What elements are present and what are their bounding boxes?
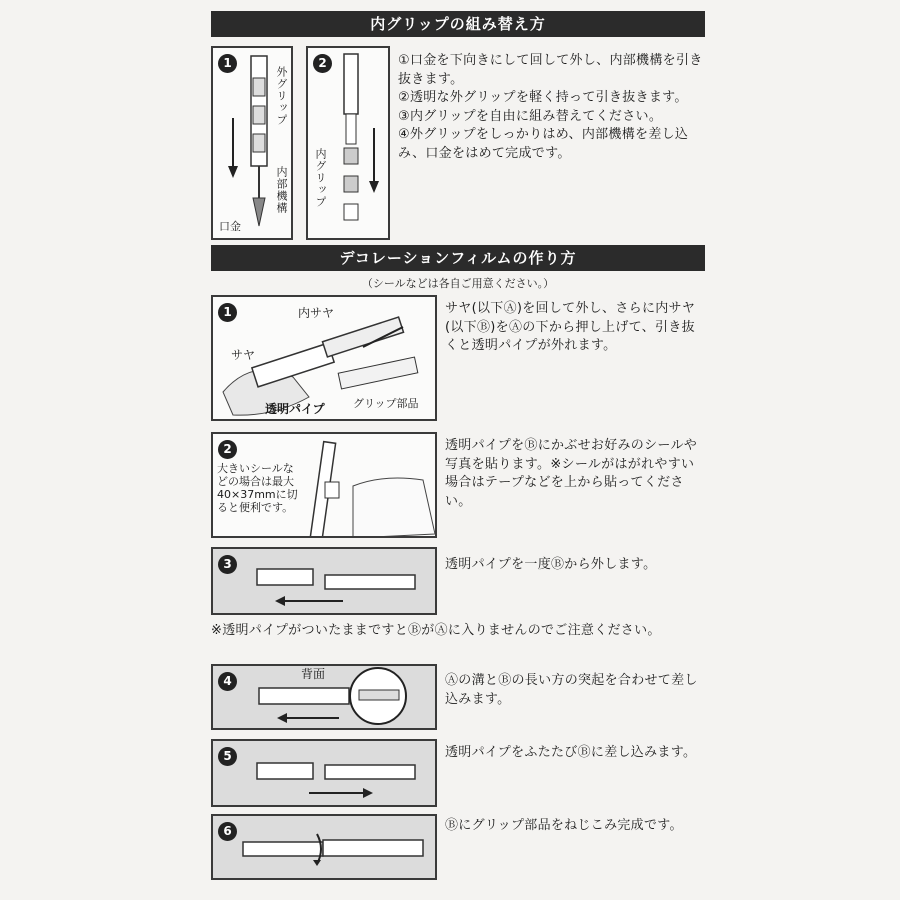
label-sheath: サヤ <box>231 348 256 362</box>
inner-grip-illustration <box>308 48 390 240</box>
inner-grip-step-1: ①口金を下向きにして回して外し、内部機構を引き抜きます。 <box>398 53 703 87</box>
inner-grip-step-4: ④外グリップをしっかりはめ、内部機構を差し込み、口金をはめて完成です。 <box>398 127 689 161</box>
step-number-3: 3 <box>218 555 237 574</box>
step-1-panel <box>211 295 437 421</box>
step-number-2: 2 <box>218 440 237 459</box>
inner-grip-step-2: ②透明な外グリップを軽く持って引き抜きます。 <box>398 90 688 105</box>
step-3-panel <box>211 547 437 615</box>
label-back: 背面 <box>301 667 326 681</box>
label-inner-grip: 内グリップ <box>314 148 327 208</box>
figure-panel-2 <box>306 46 390 240</box>
step-5-panel <box>211 739 437 807</box>
step-1-text: サヤ(以下Ⓐ)を回して外し、さらに内サヤ(以下Ⓑ)をⒶの下から押し上げて、引き抜くと透明パイプが外れます。 <box>445 301 696 353</box>
label-grip-part: グリップ部品 <box>353 397 419 410</box>
label-inner-sheath: 内サヤ <box>298 306 335 320</box>
step-3-text: 透明パイプを一度Ⓑから外します。 <box>445 557 657 572</box>
step-number-1: 1 <box>218 303 237 322</box>
label-outer-grip: 外グリップ <box>275 66 288 126</box>
step-2-panel <box>211 432 437 538</box>
remove-pipe-illustration <box>213 549 437 615</box>
step-number-6: 6 <box>218 822 237 841</box>
step-6-text: Ⓑにグリップ部品をねじこみ完成です。 <box>445 818 683 833</box>
step-4-text: Ⓐの溝とⒷの長い方の突起を合わせて差し込みます。 <box>445 673 698 707</box>
inner-grip-steps <box>398 52 703 163</box>
inner-grip-step-3: ③内グリップを自由に組み替えてください。 <box>398 108 663 124</box>
assemble-grip-illustration <box>213 816 437 880</box>
figure-panel-1 <box>211 46 293 240</box>
reinsert-pipe-illustration <box>213 741 437 807</box>
step-2-text: 透明パイプをⒷにかぶせお好みのシールや写真を貼ります。※シールがはがれやすい場合はテープなどを上から貼ってください。 <box>445 438 698 509</box>
label-tip: 口金 <box>219 220 241 233</box>
section-title-inner-grip: 内グリップの組み替え方 <box>211 11 705 37</box>
step-4-panel <box>211 664 437 730</box>
step-number-4: 4 <box>218 672 237 691</box>
figure-number-2: 2 <box>313 54 332 73</box>
sticker-size-note: 大きいシールなどの場合は最大40×37mmに切ると便利です。 <box>217 462 298 514</box>
figure-number-1: 1 <box>218 54 237 73</box>
label-mechanism: 内部機構 <box>275 166 288 214</box>
step-5-text: 透明パイプをふたたびⒷに差し込みます。 <box>445 745 697 760</box>
step-number-5: 5 <box>218 747 237 766</box>
step-6-panel <box>211 814 437 880</box>
label-pipe: 透明パイプ <box>265 402 325 416</box>
section-subtitle: （シールなどは各自ご用意ください。） <box>361 277 555 290</box>
section-title-decoration-film: デコレーションフィルムの作り方 <box>211 245 705 271</box>
caution-note: ※透明パイプがついたままですとⒷがⒶに入りませんのでご注意ください。 <box>211 623 661 638</box>
